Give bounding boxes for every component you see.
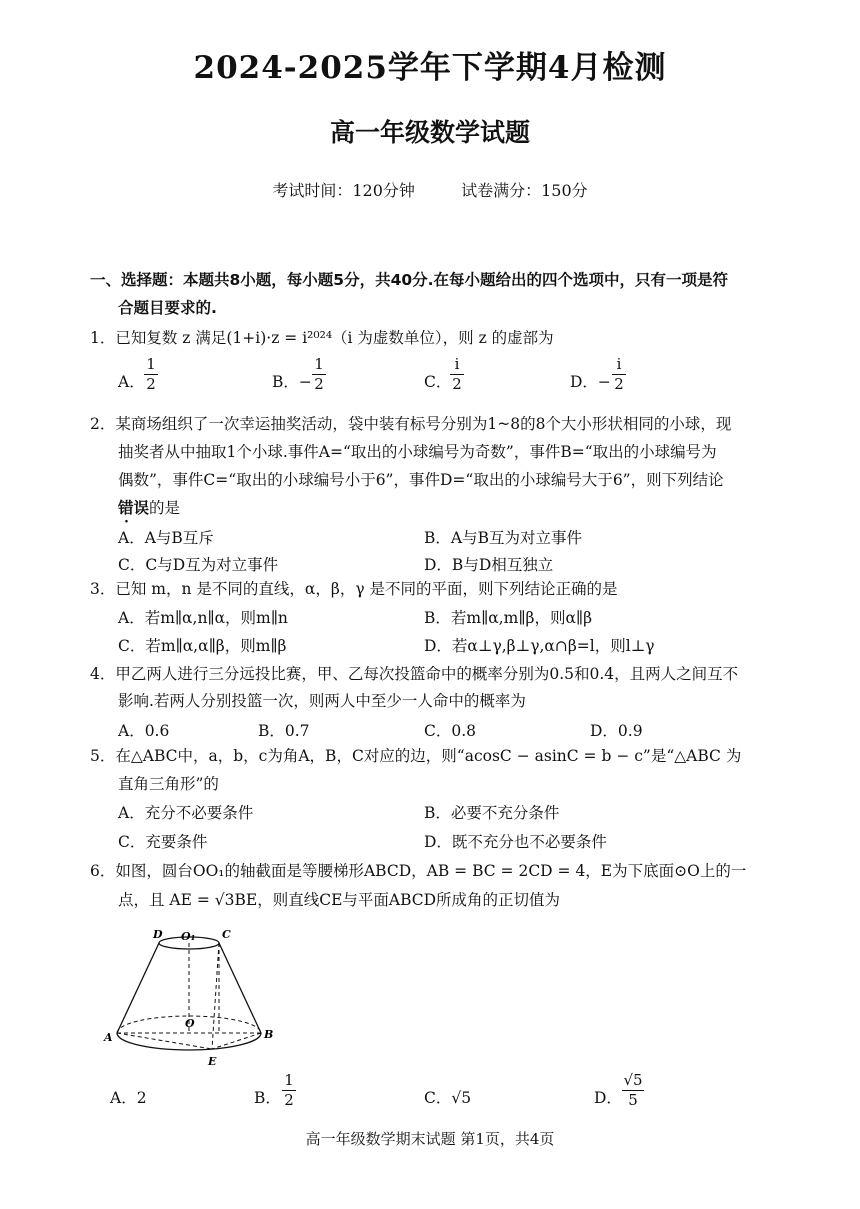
q2-option-a: A．A与B互斥 [118,529,214,547]
section-1-line1: 一、选择题：本题共8小题，每小题5分，共40分.在每小题给出的四个选项中，只有一项是符 [90,271,729,289]
q3-option-c: C．若m∥α,α∥β，则m∥β [118,637,287,655]
exam-time: 考试时间：120分钟 [272,181,415,200]
q5-option-a: A．充分不必要条件 [118,804,254,822]
q2-line4: 错误的是 [118,498,181,517]
bottom-ellipse-front [117,1033,261,1050]
q2-option-b: B．A与B互为对立事件 [424,529,582,547]
label-o1: O₁ [181,930,196,943]
label-o: O [185,1017,195,1030]
q6-option-b: B． [254,1089,281,1107]
q1-option-a: A． [118,373,145,391]
q1-a-fraction: 1 2 [144,356,158,393]
q4-line2: 影响.若两人分别投篮一次，则两人中至少一人命中的概率为 [118,692,526,710]
q3-option-b: B．若m∥α,m∥β，则α∥β [424,609,593,627]
exam-subtitle: 高一年级数学试题 [329,118,530,147]
q5-line1: 5．在△ABC中，a，b，c为角A，B，C对应的边，则“acosC − asinC = b − c”是“△ABC 为 [90,747,742,765]
side-left [117,943,159,1033]
q4-option-b: B．0.7 [258,722,310,740]
q6-option-c: C．√5 [424,1089,472,1107]
full-score: 试卷满分：150分 [461,181,588,200]
frustum-figure [100,920,280,1070]
label-c: C [222,928,231,941]
exam-info [0,178,860,201]
label-b: B [264,1028,274,1041]
q5-option-c: C．充要条件 [118,833,208,851]
q3-stem: 3．已知 m，n 是不同的直线，α，β，γ 是不同的平面，则下列结论正确的是 [90,580,618,598]
q6-b-fraction: 1 2 [282,1072,296,1109]
line-ae [117,1033,212,1049]
q2-emphasis: 错误 [118,498,150,517]
q6-line1: 6．如图，圆台OO₁的轴截面是等腰梯形ABCD，AB = BC = 2CD = 4，E为下底面⊙O上的一 [90,862,747,880]
q1-stem: 1．已知复数 z 满足(1+i)·z = i²⁰²⁴（i 为虚数单位），则 z 的虚部为 [90,329,554,347]
label-e: E [208,1055,217,1068]
q4-line1: 4．甲乙两人进行三分远投比赛，甲、乙每次投篮命中的概率分别为0.5和0.4，且两人之间互不 [90,665,739,683]
q2-line1: 2．某商场组织了一次幸运抽奖活动，袋中装有标号分别为1~8的8个大小形状相同的小球，现 [90,415,732,433]
side-right [219,943,261,1033]
q2-option-d: D．B与D相互独立 [424,556,554,574]
page-footer: 高一年级数学期末试题 第1页，共4页 [305,1130,555,1148]
q1-option-b: B．− [272,373,312,391]
q4-option-a: A．0.6 [118,722,170,740]
q3-option-d: D．若α⊥γ,β⊥γ,α∩β=l，则l⊥γ [424,637,655,655]
q5-option-d: D．既不充分也不必要条件 [424,833,607,851]
q2-line2: 抽奖者从中抽取1个小球.事件A=“取出的小球编号为奇数”，事件B=“取出的小球编号为 [118,443,717,461]
q4-option-c: C．0.8 [424,722,477,740]
q1-option-c: C． [424,373,452,391]
q1-c-fraction: i 2 [450,356,464,393]
label-d: D [153,928,163,941]
q2-line3: 偶数”，事件C=“取出的小球编号小于6”，事件D=“取出的小球编号大于6”，则下列结论 [118,471,724,489]
q6-option-d: D． [594,1089,622,1107]
q4-option-d: D．0.9 [590,722,643,740]
q6-option-a: A．2 [110,1089,147,1107]
exam-title: 2024-2025学年下学期4月检测 [193,50,667,86]
q1-d-fraction: i 2 [612,356,626,393]
label-a: A [104,1031,113,1044]
q6-line2: 点，且 AE = √3BE，则直线CE与平面ABCD所成角的正切值为 [118,891,561,909]
section-1-line2: 合题目要求的. [118,299,217,317]
q3-option-a: A．若m∥α,n∥α，则m∥n [118,609,288,627]
q2-option-c: C．C与D互为对立事件 [118,556,279,574]
q1-option-d: D．− [570,373,611,391]
q5-line2: 直角三角形”的 [118,775,219,793]
q5-option-b: B．必要不充分条件 [424,804,560,822]
q6-d-fraction: √5 5 [623,1071,643,1109]
q1-b-fraction: 1 2 [312,356,326,393]
